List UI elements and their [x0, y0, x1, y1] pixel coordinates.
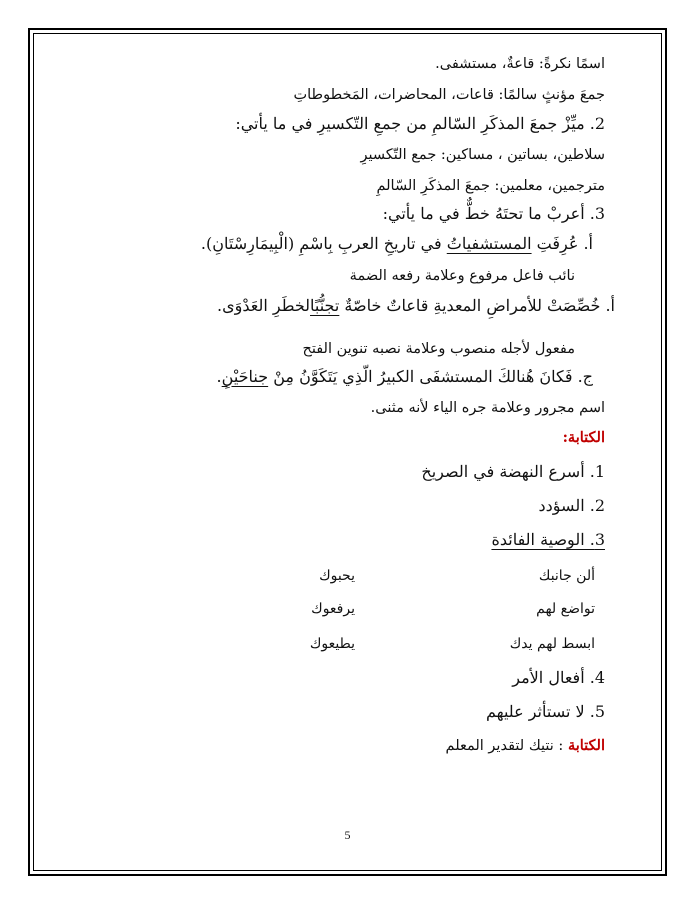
sentence-a1-after: في تاريخِ العربِ بِاسْمِ (الْبِيمَارِسْتَانِ). [200, 234, 447, 253]
sentence-a1-underlined: المستشفياتُ [446, 234, 532, 253]
sentence-j-underlined: جناحَيْنِ [221, 367, 269, 386]
text-line: اسمًا نكرةً: قاعةٌ، مستشفى. [435, 56, 605, 72]
table-cell-right: تواضع لهم [536, 601, 595, 617]
answer-j: اسم مجرور وعلامة جره الياء لأنه مثنى. [370, 400, 605, 416]
table-cell-left: يرفعوك [311, 601, 355, 617]
sentence-a1-before: أ. عُرِفَتِ [531, 234, 593, 253]
writing-item-2: 2. السؤدد [538, 496, 605, 515]
question-3: 3. أعربْ ما تحتَهُ خطٌّ في ما يأتي: [382, 204, 605, 223]
question-2: 2. ميِّزْ جمعَ المذكَرِ السّالمِ من جمعِ التّكسيرِ في ما يأتي: [235, 114, 605, 133]
table-cell-right: ابسط لهم يدك [509, 636, 595, 652]
writing-item-3: 3. الوصية الفائدة [491, 530, 605, 549]
writing-heading: الكتابة: [562, 429, 605, 446]
footer-text: : نتيك لتقدير المعلم [445, 738, 568, 754]
sentence-j [217, 367, 593, 387]
answer-a1: نائب فاعل مرفوع وعلامة رفعه الضمة [349, 268, 575, 284]
sentence-a2 [217, 296, 615, 316]
answer-a2: مفعول لأجله منصوب وعلامة نصبه تنوين الفتح [302, 341, 575, 357]
table-cell-right: ألن جانبك [538, 568, 595, 584]
text-line: مترجمين، معلمين: جمعَ المذكَرِ السّالمِ [376, 178, 605, 194]
table-cell-left: يطيعوك [309, 636, 355, 652]
sentence-a2-underlined: تجنُّبًا [310, 296, 340, 315]
writing-item-5: 5. لا تستأثر عليهم [485, 702, 605, 721]
sentence-j-after: . [216, 367, 222, 386]
footer-label: الكتابة [567, 737, 605, 754]
sentence-a1 [201, 234, 593, 254]
sentence-a2-after: لخطَرِ العَدْوَى. [217, 296, 311, 315]
sentence-a2-before: أ. خُصِّصَتْ للأمراضِ المعديةِ قاعاتٌ خاصّةٌ [339, 296, 615, 315]
writing-item-4: 4. أفعال الأمر [512, 668, 605, 687]
writing-item-1: 1. أسرع النهضة في الصريخ [421, 462, 605, 481]
footer-line [446, 736, 605, 756]
page-number: 5 [344, 828, 351, 842]
table-cell-left: يحبوك [319, 568, 355, 584]
text-line: جمعَ مؤنثٍ سالمًا: قاعات، المحاضرات، المَخطوطاتِ [293, 87, 605, 103]
text-line: سلاطين، بساتين ، مساكين: جمع التّكسيرِ [360, 147, 605, 163]
sentence-j-before: ج. فَكانَ هُنالكَ المستشفَى الكبيرُ الّذِي يَتَكَوَّنُ مِنْ [268, 367, 593, 386]
